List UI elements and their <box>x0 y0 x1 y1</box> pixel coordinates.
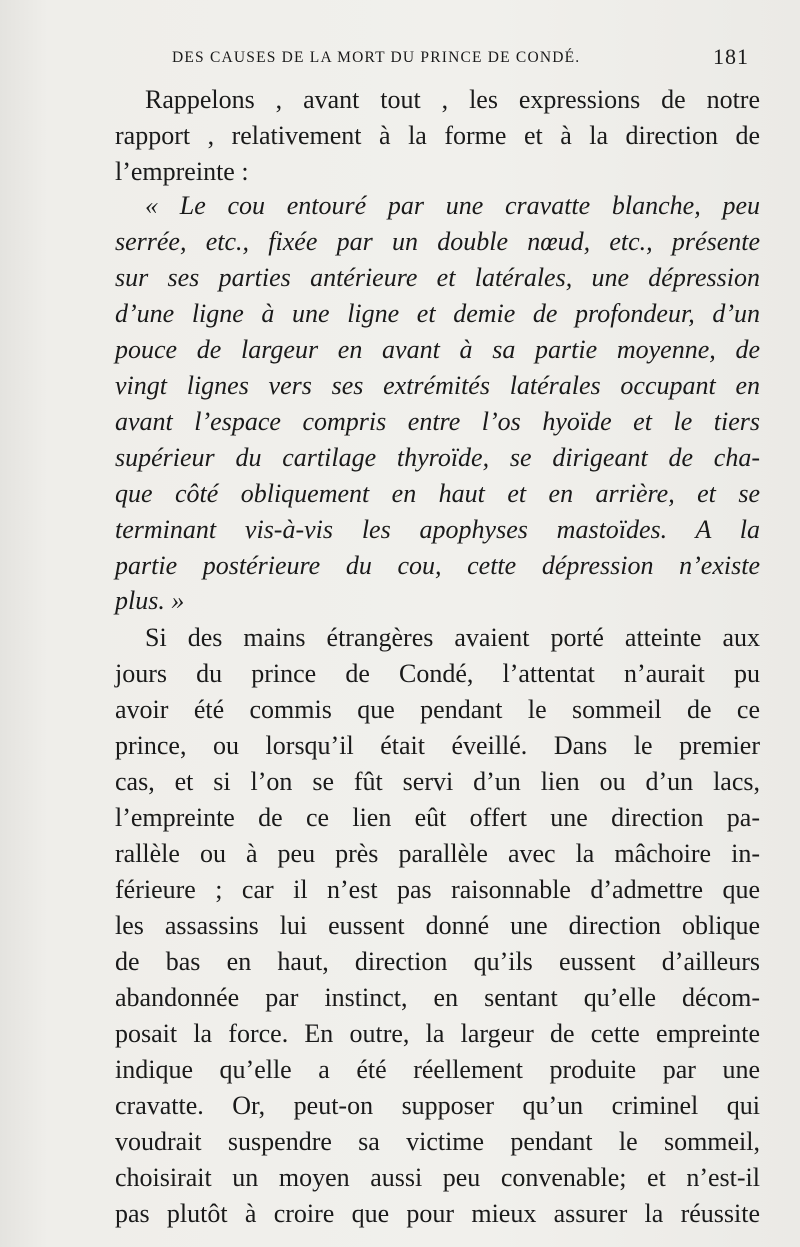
text-line: Rappelons , avant tout , les expressions de notre <box>145 85 760 114</box>
quote-line: vingt lignes vers ses extrémités latérales occupant en <box>115 371 760 400</box>
text-line: abandonnée par instinct, en sentant qu’elle décom- <box>115 983 760 1012</box>
text-line: les assassins lui eussent donné une direction oblique <box>115 911 760 940</box>
quote-line: « Le cou entouré par une cravatte blanche, peu <box>145 191 760 220</box>
text-line: jours du prince de Condé, l’attentat n’aurait pu <box>115 659 760 688</box>
quote-line: avant l’espace compris entre l’os hyoïde et le tiers <box>115 407 760 436</box>
quote-line: sur ses parties antérieure et latérales, une dépression <box>115 263 760 292</box>
text-line: l’empreinte : <box>115 157 249 186</box>
page-header <box>172 46 772 74</box>
text-line: cravatte. Or, peut-on supposer qu’un criminel qui <box>115 1091 760 1120</box>
text-line: avoir été commis que pendant le sommeil de ce <box>115 695 760 724</box>
text-line: de bas en haut, direction qu’ils eussent d’ailleurs <box>115 947 760 976</box>
text-line: indique qu’elle a été réellement produite par une <box>115 1055 760 1084</box>
running-title: DES CAUSES DE LA MORT DU PRINCE DE CONDÉ. <box>172 49 581 66</box>
text-line: voudrait suspendre sa victime pendant le sommeil, <box>115 1127 760 1156</box>
text-line: cas, et si l’on se fût servi d’un lien ou d’un lacs, <box>115 767 760 796</box>
text-line: pas plutôt à croire que pour mieux assurer la réussite <box>115 1199 760 1228</box>
text-line: choisirait un moyen aussi peu convenable; et n’est-il <box>115 1163 760 1192</box>
quote-line: plus. » <box>115 586 185 615</box>
quote-line: pouce de largeur en avant à sa partie moyenne, de <box>115 335 760 364</box>
text-line: prince, ou lorsqu’il était éveillé. Dans le premier <box>115 731 760 760</box>
quote-line: supérieur du cartilage thyroïde, se dirigeant de cha- <box>115 443 760 472</box>
quote-line: que côté obliquement en haut et en arrière, et se <box>115 479 760 508</box>
page-number: 181 <box>713 44 749 69</box>
text-line: férieure ; car il n’est pas raisonnable d’admettre que <box>115 875 760 904</box>
text-line: rapport , relativement à la forme et à la direction de <box>115 121 760 150</box>
quote-line: serrée, etc., fixée par un double nœud, etc., présente <box>115 227 760 256</box>
quote-line: partie postérieure du cou, cette dépression n’existe <box>115 551 760 580</box>
text-line: l’empreinte de ce lien eût offert une direction pa- <box>115 803 760 832</box>
text-line: rallèle ou à peu près parallèle avec la mâchoire in- <box>115 839 760 868</box>
text-line: posait la force. En outre, la largeur de cette empreinte <box>115 1019 760 1048</box>
text-line: Si des mains étrangères avaient porté atteinte aux <box>145 623 760 652</box>
quote-line: terminant vis-à-vis les apophyses mastoïdes. A la <box>115 515 760 544</box>
quote-line: d’une ligne à une ligne et demie de profondeur, d’un <box>115 299 760 328</box>
